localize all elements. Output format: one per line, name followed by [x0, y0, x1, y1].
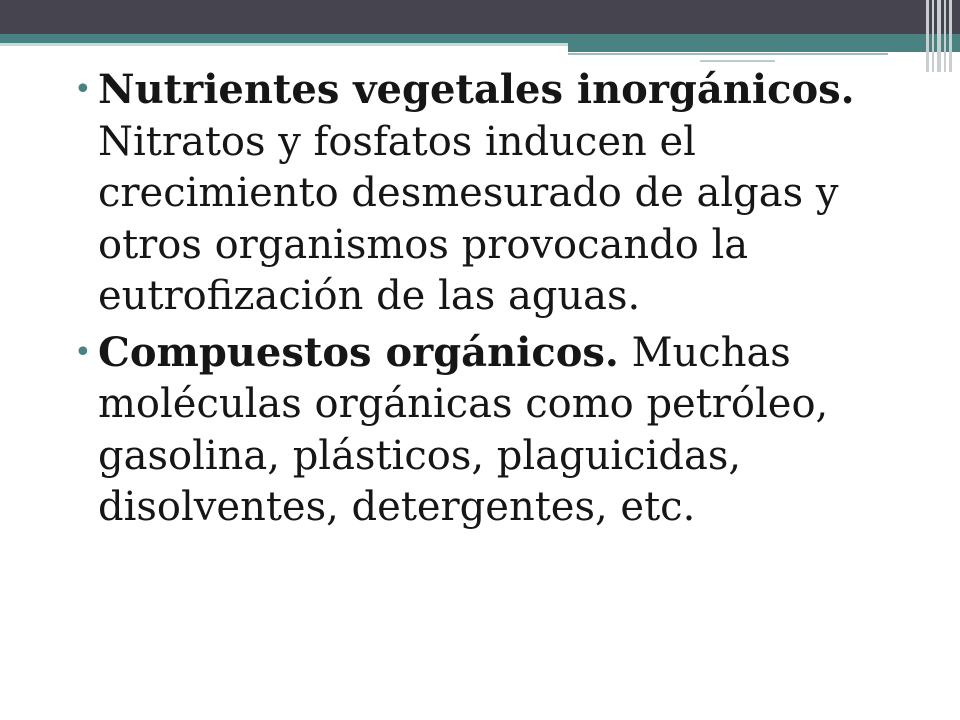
bullet-item-compuestos — [70, 327, 900, 534]
bullet-term: Nutrientes vegetales inorgánicos. — [98, 66, 855, 113]
slide-content — [70, 64, 900, 538]
bullet-icon: • — [74, 334, 92, 370]
decorative-line — [700, 60, 775, 62]
bullet-list — [70, 64, 900, 534]
header-band-step — [568, 43, 960, 52]
bullet-icon: • — [74, 72, 92, 107]
bullet-term: Compuestos orgánicos. — [98, 328, 619, 376]
bullet-item-nutrientes — [70, 64, 900, 323]
decorative-line — [568, 53, 888, 55]
header-band-dark — [0, 0, 960, 34]
decorative-stripes — [926, 0, 960, 72]
header-band-teal — [0, 34, 960, 43]
bullet-text: Nitratos y fosfatos inducen el crecimiento desmesurado de algas y otros organismos provocando la eutrofización de las aguas. — [98, 118, 839, 319]
bullet-text: Muchas moléculas orgánicas como petróleo, gasolina, plásticos, plaguicidas, disolventes, detergentes, etc. — [98, 329, 829, 530]
